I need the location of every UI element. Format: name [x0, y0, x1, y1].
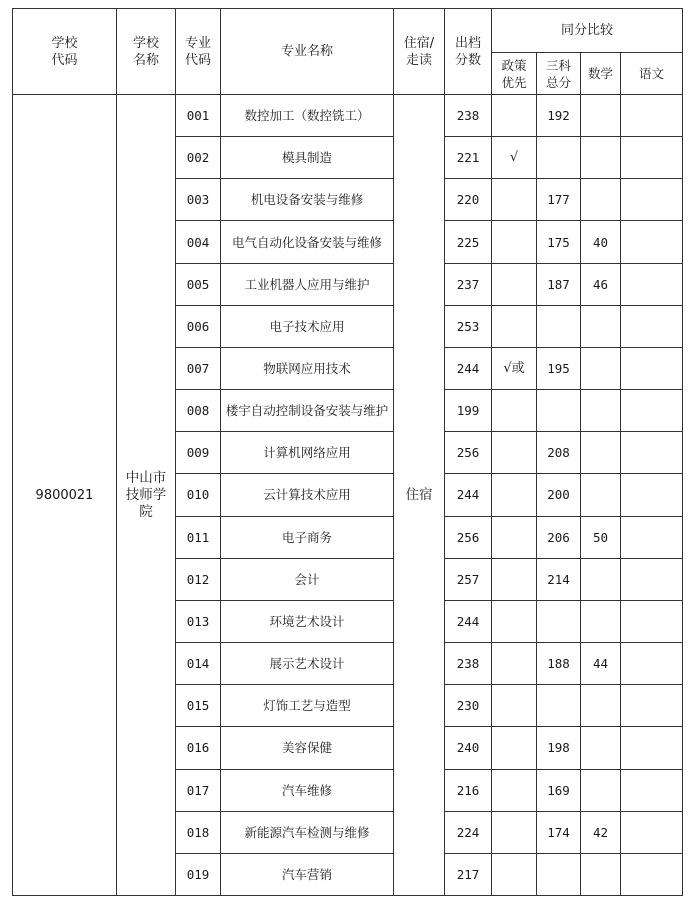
score-cell: 224 [445, 811, 492, 853]
major-code-cell: 013 [176, 600, 221, 642]
chinese-cell [621, 769, 683, 811]
score-cell: 220 [445, 179, 492, 221]
major-code-cell: 010 [176, 474, 221, 516]
policy-cell [492, 390, 537, 432]
major-code-cell: 017 [176, 769, 221, 811]
chinese-cell [621, 347, 683, 389]
major-code-cell: 015 [176, 685, 221, 727]
policy-cell [492, 853, 537, 895]
policy-cell [492, 474, 537, 516]
policy-cell [492, 516, 537, 558]
major-name-cell: 展示艺术设计 [221, 643, 394, 685]
table-body [13, 95, 683, 896]
major-code-cell: 016 [176, 727, 221, 769]
policy-cell [492, 221, 537, 263]
major-code-cell: 008 [176, 390, 221, 432]
policy-cell [492, 305, 537, 347]
major-name-cell: 计算机网络应用 [221, 432, 394, 474]
three-total-cell [537, 600, 581, 642]
major-code-cell: 007 [176, 347, 221, 389]
chinese-cell [621, 179, 683, 221]
major-name-cell: 云计算技术应用 [221, 474, 394, 516]
major-code-cell: 014 [176, 643, 221, 685]
score-cell: 256 [445, 516, 492, 558]
math-cell [581, 853, 621, 895]
three-total-cell: 177 [537, 179, 581, 221]
score-cell: 230 [445, 685, 492, 727]
chinese-cell [621, 474, 683, 516]
chinese-cell [621, 137, 683, 179]
major-code-cell: 003 [176, 179, 221, 221]
math-cell [581, 137, 621, 179]
policy-cell [492, 600, 537, 642]
header-compare: 同分比较 [492, 9, 683, 53]
three-total-cell: 200 [537, 474, 581, 516]
three-total-cell: 208 [537, 432, 581, 474]
school-code-cell: 9800021 [13, 95, 117, 896]
major-name-cell: 新能源汽车检测与维修 [221, 811, 394, 853]
three-total-cell: 187 [537, 263, 581, 305]
chinese-cell [621, 600, 683, 642]
header-math: 数学 [581, 53, 621, 95]
score-cell: 240 [445, 727, 492, 769]
three-total-cell: 195 [537, 347, 581, 389]
three-total-cell: 175 [537, 221, 581, 263]
major-code-cell: 011 [176, 516, 221, 558]
major-name-cell: 汽车营销 [221, 853, 394, 895]
math-cell [581, 474, 621, 516]
major-code-cell: 009 [176, 432, 221, 474]
header-policy: 政策 优先 [492, 53, 537, 95]
dorm-cell: 住宿 [394, 95, 445, 896]
major-name-cell: 汽车维修 [221, 769, 394, 811]
math-cell [581, 432, 621, 474]
three-total-cell [537, 390, 581, 432]
score-cell: 244 [445, 347, 492, 389]
major-name-cell: 环境艺术设计 [221, 600, 394, 642]
score-cell: 199 [445, 390, 492, 432]
score-cell: 238 [445, 95, 492, 137]
three-total-cell [537, 685, 581, 727]
score-cell: 244 [445, 474, 492, 516]
header-major-code: 专业 代码 [176, 9, 221, 95]
admission-score-table [12, 8, 683, 896]
chinese-cell [621, 95, 683, 137]
header-school-name: 学校 名称 [117, 9, 176, 95]
math-cell [581, 685, 621, 727]
three-total-cell: 169 [537, 769, 581, 811]
chinese-cell [621, 432, 683, 474]
policy-cell [492, 685, 537, 727]
major-name-cell: 电子技术应用 [221, 305, 394, 347]
math-cell: 44 [581, 643, 621, 685]
math-cell [581, 95, 621, 137]
math-cell [581, 600, 621, 642]
header-major-name: 专业名称 [221, 9, 394, 95]
three-total-cell: 206 [537, 516, 581, 558]
table-row [13, 95, 683, 137]
major-name-cell: 灯饰工艺与造型 [221, 685, 394, 727]
score-cell: 216 [445, 769, 492, 811]
math-cell [581, 390, 621, 432]
header-score: 出档 分数 [445, 9, 492, 95]
three-total-cell: 198 [537, 727, 581, 769]
math-cell [581, 347, 621, 389]
major-name-cell: 模具制造 [221, 137, 394, 179]
math-cell [581, 305, 621, 347]
score-cell: 225 [445, 221, 492, 263]
policy-cell [492, 179, 537, 221]
policy-cell: √或 [492, 347, 537, 389]
score-cell: 237 [445, 263, 492, 305]
school-name-cell: 中山市 技师学 院 [117, 95, 176, 896]
major-name-cell: 工业机器人应用与维护 [221, 263, 394, 305]
chinese-cell [621, 853, 683, 895]
policy-cell [492, 727, 537, 769]
math-cell: 40 [581, 221, 621, 263]
major-name-cell: 电子商务 [221, 516, 394, 558]
major-name-cell: 楼宇自动控制设备安装与维护 [221, 390, 394, 432]
three-total-cell [537, 853, 581, 895]
math-cell [581, 727, 621, 769]
three-total-cell: 188 [537, 643, 581, 685]
math-cell [581, 769, 621, 811]
three-total-cell [537, 137, 581, 179]
major-code-cell: 005 [176, 263, 221, 305]
math-cell: 42 [581, 811, 621, 853]
major-name-cell: 物联网应用技术 [221, 347, 394, 389]
chinese-cell [621, 221, 683, 263]
chinese-cell [621, 727, 683, 769]
math-cell: 46 [581, 263, 621, 305]
major-name-cell: 会计 [221, 558, 394, 600]
math-cell [581, 179, 621, 221]
major-code-cell: 018 [176, 811, 221, 853]
major-code-cell: 001 [176, 95, 221, 137]
three-total-cell: 192 [537, 95, 581, 137]
policy-cell: √ [492, 137, 537, 179]
score-cell: 217 [445, 853, 492, 895]
score-cell: 253 [445, 305, 492, 347]
policy-cell [492, 432, 537, 474]
three-total-cell: 174 [537, 811, 581, 853]
major-code-cell: 004 [176, 221, 221, 263]
major-name-cell: 数控加工（数控铣工） [221, 95, 394, 137]
chinese-cell [621, 516, 683, 558]
major-code-cell: 006 [176, 305, 221, 347]
math-cell: 50 [581, 516, 621, 558]
major-name-cell: 美容保健 [221, 727, 394, 769]
three-total-cell: 214 [537, 558, 581, 600]
score-cell: 221 [445, 137, 492, 179]
chinese-cell [621, 811, 683, 853]
major-code-cell: 002 [176, 137, 221, 179]
chinese-cell [621, 263, 683, 305]
score-cell: 257 [445, 558, 492, 600]
policy-cell [492, 811, 537, 853]
chinese-cell [621, 390, 683, 432]
major-name-cell: 电气自动化设备安装与维修 [221, 221, 394, 263]
header-three-total: 三科 总分 [537, 53, 581, 95]
score-cell: 238 [445, 643, 492, 685]
chinese-cell [621, 685, 683, 727]
policy-cell [492, 558, 537, 600]
score-cell: 244 [445, 600, 492, 642]
policy-cell [492, 643, 537, 685]
chinese-cell [621, 305, 683, 347]
major-name-cell: 机电设备安装与维修 [221, 179, 394, 221]
policy-cell [492, 769, 537, 811]
header-school-code: 学校 代码 [13, 9, 117, 95]
policy-cell [492, 95, 537, 137]
three-total-cell [537, 305, 581, 347]
chinese-cell [621, 643, 683, 685]
score-cell: 256 [445, 432, 492, 474]
policy-cell [492, 263, 537, 305]
math-cell [581, 558, 621, 600]
major-code-cell: 012 [176, 558, 221, 600]
header-row-1 [13, 9, 683, 53]
chinese-cell [621, 558, 683, 600]
header-chinese: 语文 [621, 53, 683, 95]
major-code-cell: 019 [176, 853, 221, 895]
header-dorm: 住宿/ 走读 [394, 9, 445, 95]
